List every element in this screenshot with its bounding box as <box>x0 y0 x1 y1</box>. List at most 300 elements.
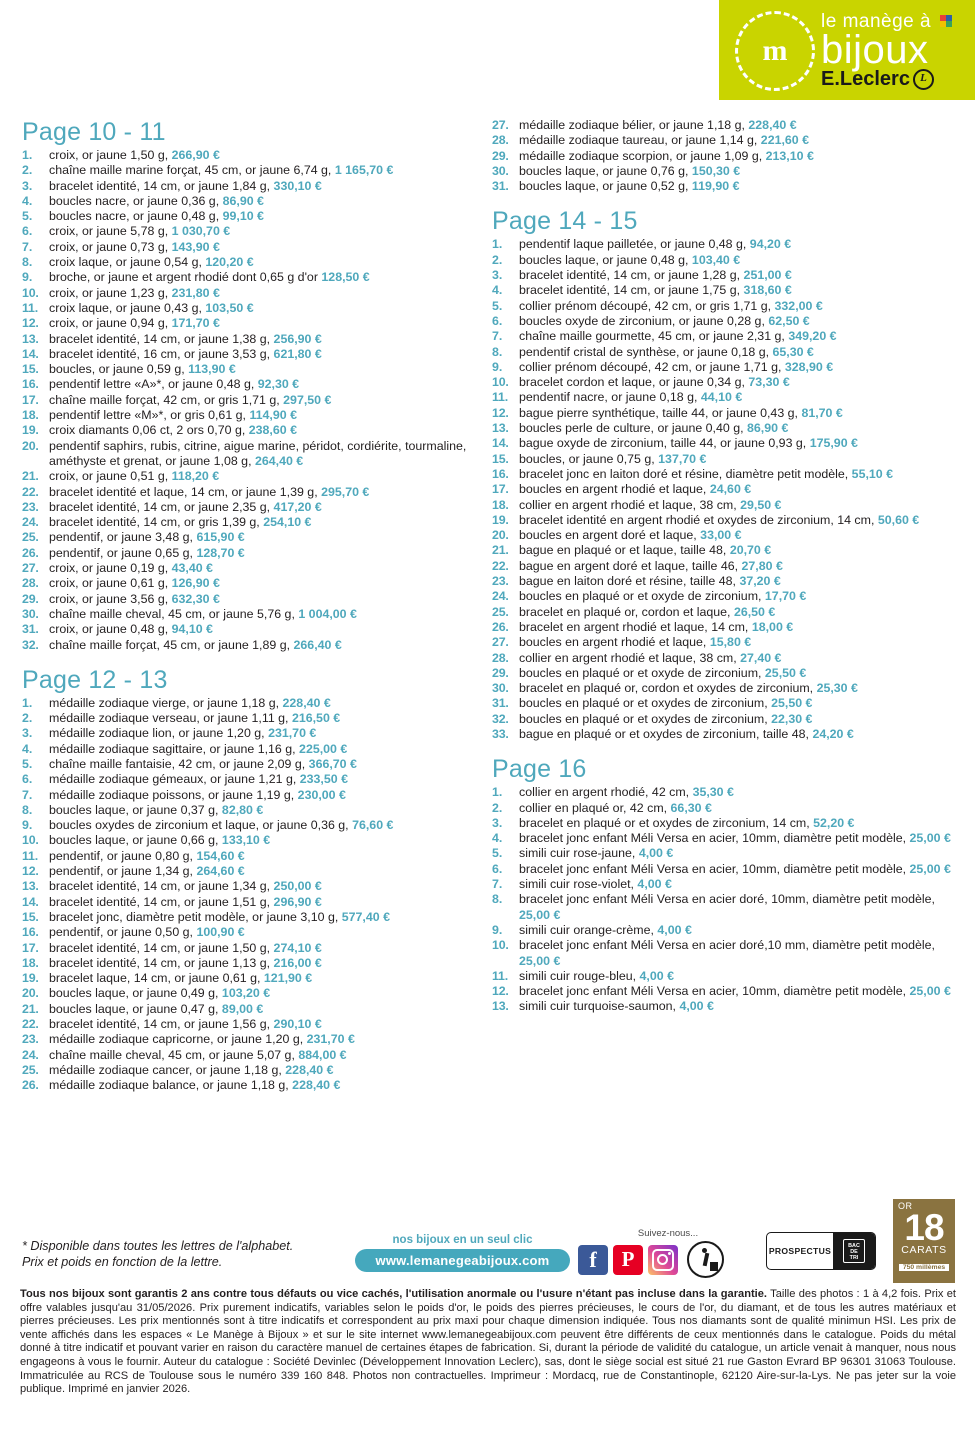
item-number: 10. <box>22 833 39 848</box>
item-number: 6. <box>492 861 503 876</box>
millemes-label: 750 millèmes <box>899 1264 949 1271</box>
list-item <box>492 118 954 133</box>
footnote-line-2: Prix et poids en fonction de la lettre. <box>22 1255 223 1269</box>
item-price: 103,40 € <box>691 252 741 267</box>
section-title-page-10-11: Page 10 - 11 <box>22 118 166 146</box>
item-price: 225,00 € <box>299 741 348 756</box>
item-description: croix, or jaune 0,61 g, <box>49 576 172 591</box>
list-item <box>22 530 478 545</box>
list-item <box>22 910 478 925</box>
item-number: 12. <box>492 984 509 999</box>
item-number: 2. <box>492 252 503 267</box>
list-item <box>22 711 478 726</box>
list-item <box>22 1078 478 1093</box>
letter-footnote <box>22 1238 352 1270</box>
item-description: collier prénom découpé, 42 cm, or gris 1,71 g, <box>519 298 775 313</box>
item-description: croix, or jaune 3,56 g, <box>49 591 172 606</box>
item-price: 66,30 € <box>670 800 712 815</box>
item-price: 228,40 € <box>282 695 331 710</box>
item-description: simili cuir turquoise-saumon, <box>519 999 680 1014</box>
instagram-icon[interactable] <box>648 1245 678 1275</box>
item-description: pendentif lettre «M»*, or gris 0,61 g, <box>49 408 250 423</box>
list-item <box>22 240 478 255</box>
item-price: 1 165,70 € <box>334 163 394 178</box>
list-item <box>492 299 954 314</box>
list-item <box>22 941 478 956</box>
list-item <box>492 452 954 467</box>
list-item <box>22 696 478 711</box>
item-description: pendentif cristal de synthèse, or jaune 0,18 g, <box>519 344 773 359</box>
item-number: 8. <box>492 892 503 907</box>
item-number: 30. <box>22 606 39 621</box>
list-item <box>22 849 478 864</box>
item-number: 33. <box>492 726 509 741</box>
item-number: 18. <box>22 955 39 970</box>
item-description: bague en plaqué or et laque, taille 48, <box>519 543 730 558</box>
list-item <box>22 163 478 178</box>
item-price: 230,00 € <box>297 787 346 802</box>
list-item <box>22 515 478 530</box>
item-number: 20. <box>22 986 39 1001</box>
list-item <box>22 864 478 879</box>
item-price: 296,90 € <box>273 894 322 909</box>
item-price: 100,90 € <box>196 925 245 940</box>
item-number: 11. <box>492 968 508 983</box>
item-description: pendentif, or jaune 3,48 g, <box>49 530 197 545</box>
list-item <box>492 482 954 497</box>
item-number: 3. <box>22 726 33 741</box>
list-item <box>22 393 478 408</box>
item-number: 6. <box>22 772 33 787</box>
list-item <box>492 969 954 984</box>
list-item <box>22 423 478 438</box>
item-description: bague en argent doré et laque, taille 46, <box>519 558 742 573</box>
item-number: 5. <box>22 756 33 771</box>
list-item <box>22 1002 478 1017</box>
item-price: 99,10 € <box>222 209 264 224</box>
item-description: bracelet identité, 16 cm, or jaune 3,53 g, <box>49 346 274 361</box>
item-description: bague en plaqué or et oxydes de zirconium, taille 48, <box>519 726 813 741</box>
item-description: croix, or jaune 0,48 g, <box>49 622 172 637</box>
item-number: 28. <box>492 650 509 665</box>
item-description: boucles perle de culture, or jaune 0,40 g, <box>519 421 747 436</box>
item-description: médaille zodiaque cancer, or jaune 1,18 g, <box>49 1062 286 1077</box>
prospectus-label: PROSPECTUS <box>768 1246 832 1256</box>
item-number: 20. <box>492 528 509 543</box>
item-price: 297,50 € <box>283 392 332 407</box>
list-item <box>22 1048 478 1063</box>
website-url-button[interactable]: www.lemanegeabijoux.com <box>355 1249 570 1272</box>
item-price: 274,10 € <box>273 940 322 955</box>
item-description: croix, or jaune 5,78 g, <box>49 224 172 239</box>
tidyman-icon <box>687 1241 724 1278</box>
list-item <box>492 666 954 681</box>
item-number: 19. <box>22 971 39 986</box>
brand-line-1: le manège à <box>821 12 953 31</box>
legal-bold-intro: Tous nos bijoux sont garantis 2 ans contre tous défauts ou vice cachés, l'utilisation anormale ou l'usure n'étant pas incluse dans la garantie. <box>20 1288 768 1300</box>
item-price: 231,80 € <box>171 285 220 300</box>
item-price: 366,70 € <box>308 756 357 771</box>
item-number: 31. <box>22 622 39 637</box>
item-number: 7. <box>492 877 503 892</box>
list-item <box>22 179 478 194</box>
item-number: 26. <box>22 1078 39 1093</box>
item-number: 15. <box>492 451 509 466</box>
item-description: bracelet jonc enfant Méli Versa en acier, 10mm, diamètre petit modèle, <box>519 861 910 876</box>
item-number: 27. <box>492 118 509 132</box>
item-number: 9. <box>492 922 503 937</box>
item-description: bracelet jonc enfant Méli Versa en acier, 10mm, diamètre petit modèle, <box>519 984 910 999</box>
item-price: 250,00 € <box>273 879 322 894</box>
item-price: 228,40 € <box>292 1078 341 1093</box>
list-item <box>22 895 478 910</box>
list-item <box>492 375 954 390</box>
item-number: 10. <box>492 375 509 390</box>
list-item <box>492 268 954 283</box>
section-title-page-14-15: Page 14 - 15 <box>492 207 638 236</box>
item-description: pendentif saphirs, rubis, citrine, aigue marine, péridot, cordiérite, tourmaline, améthyste et grenat, or jaune 1,08 g, <box>49 438 467 468</box>
item-number: 29. <box>492 665 509 680</box>
list-item <box>22 925 478 940</box>
item-description: boucles, or jaune 0,75 g, <box>519 451 659 466</box>
item-description: bracelet identité, 14 cm, or jaune 1,13 g, <box>49 955 274 970</box>
item-price: 15,80 € <box>709 635 752 650</box>
section-title-page-12-13: Page 12 - 13 <box>22 665 168 694</box>
item-description: bracelet jonc enfant Méli Versa en acier doré, 10mm, diamètre petit modèle, <box>519 892 935 907</box>
item-number: 21. <box>22 1001 39 1016</box>
item-description: croix, or jaune 1,50 g, <box>49 148 172 162</box>
list-item <box>492 345 954 360</box>
item-number: 19. <box>492 512 509 527</box>
item-price: 216,50 € <box>291 711 341 726</box>
item-price: 143,90 € <box>171 239 220 254</box>
item-description: pendentif, or jaune 1,34 g, <box>49 864 197 879</box>
brand-line-2: bijoux <box>821 27 929 72</box>
item-description: bracelet identité, 14 cm, or jaune 1,56 g, <box>49 1017 274 1032</box>
list-item <box>22 209 478 224</box>
item-description: bracelet laque, 14 cm, or jaune 0,61 g, <box>49 971 264 986</box>
list-item <box>492 559 954 574</box>
list-item <box>22 833 478 848</box>
list-item <box>492 360 954 375</box>
item-number: 9. <box>492 359 503 374</box>
item-price: 25,00 € <box>909 984 951 999</box>
item-number: 23. <box>22 499 39 514</box>
item-price: 213,10 € <box>765 148 814 163</box>
item-number: 12. <box>492 405 509 420</box>
item-description: boucles en plaqué or et oxyde de zirconium, <box>519 589 765 604</box>
item-price: 86,90 € <box>222 193 264 208</box>
item-description: bracelet identité, 14 cm, or jaune 1,84 g, <box>49 178 274 193</box>
item-number: 16. <box>492 466 509 481</box>
list-item <box>22 286 478 301</box>
item-price: 52,20 € <box>813 815 855 830</box>
list-item <box>22 316 478 331</box>
item-price: 615,90 € <box>196 530 245 545</box>
list-item <box>492 620 954 635</box>
item-number: 24. <box>492 589 509 604</box>
item-price: 266,90 € <box>171 148 220 162</box>
item-description: croix, or jaune 0,51 g, <box>49 469 172 484</box>
list-item <box>22 622 478 637</box>
list-item <box>492 635 954 650</box>
item-number: 5. <box>492 846 503 861</box>
item-description: médaille zodiaque sagittaire, or jaune 1,16 g, <box>49 741 300 756</box>
item-description: boucles laque, or jaune 0,47 g, <box>49 1001 222 1016</box>
item-number: 19. <box>22 423 39 438</box>
item-description: pendentif nacre, or jaune 0,18 g, <box>519 390 701 405</box>
item-number: 22. <box>22 1017 39 1032</box>
list-item <box>22 576 478 591</box>
website-callout <box>355 1234 570 1272</box>
list-item <box>22 879 478 894</box>
item-price: 332,00 € <box>774 298 823 313</box>
list-item <box>492 938 954 969</box>
item-number: 24. <box>22 1047 39 1062</box>
list-item <box>492 179 954 194</box>
item-price: 118,20 € <box>171 469 220 484</box>
item-description: bracelet identité, 14 cm, or jaune 2,35 g, <box>49 499 274 514</box>
item-price: 25,00 € <box>909 831 951 846</box>
item-list-page-12-13 <box>22 696 478 1094</box>
list-item <box>492 801 954 816</box>
item-description: boucles nacre, or jaune 0,48 g, <box>49 209 223 224</box>
item-description: bracelet identité en argent rhodié et oxydes de zirconium, 14 cm, <box>519 512 878 527</box>
item-description: boucles nacre, or jaune 0,36 g, <box>49 193 223 208</box>
item-description: médaille zodiaque vierge, or jaune 1,18 g, <box>49 695 283 710</box>
item-number: 24. <box>22 515 39 530</box>
list-item <box>22 726 478 741</box>
item-price: 113,90 € <box>188 362 236 377</box>
item-number: 13. <box>492 999 509 1014</box>
list-item <box>22 788 478 803</box>
item-number: 30. <box>492 163 509 178</box>
list-item <box>22 1017 478 1032</box>
item-number: 9. <box>22 270 33 285</box>
list-item <box>492 696 954 711</box>
item-description: chaîne maille gourmette, 45 cm, or jaune 2,31 g, <box>519 329 789 344</box>
item-description: médaille zodiaque poissons, or jaune 1,19 g, <box>49 787 298 802</box>
list-item <box>492 513 954 528</box>
item-description: collier en argent rhodié et laque, 38 cm, <box>519 650 741 665</box>
item-price: 92,30 € <box>257 377 300 392</box>
item-price: 35,30 € <box>692 785 734 800</box>
item-price: 121,90 € <box>263 971 313 986</box>
list-item <box>492 862 954 877</box>
item-list-page-12-13-cont <box>492 118 954 194</box>
list-item <box>22 772 478 787</box>
item-number: 7. <box>22 787 33 802</box>
item-price: 25,00 € <box>519 953 561 968</box>
item-description: simili cuir rose-jaune, <box>519 846 639 861</box>
item-description: bague en laiton doré et résine, taille 48, <box>519 574 740 589</box>
item-number: 10. <box>22 285 39 300</box>
item-description: médaille zodiaque lion, or jaune 1,20 g, <box>49 726 269 741</box>
item-number: 2. <box>492 800 503 815</box>
item-description: collier en argent rhodié, 42 cm, <box>519 785 693 800</box>
list-item <box>22 971 478 986</box>
item-number: 27. <box>22 561 39 576</box>
item-number: 17. <box>22 392 39 407</box>
item-number: 1. <box>22 148 33 162</box>
right-column <box>492 118 954 1015</box>
legal-body: Taille des photos : 1 à 4,2 fois. Prix et offre valables jusqu'au 31/05/2026. Prix purement indicatifs, variables selon le poids d'or, le poids des pierres précieuses, le cours de l'or, du diamant, et de tous les autres matériaux et pierres précieuses. Les prix mentionnés sont à titre indicatifs et correspondent au prix maxi pour chaque dimension indiquée. Tous nos diamants sont de qualité minimun HSI. Les prix de vente affichés dans les espaces « Le Manège à Bijoux » et sur le site internet www.lemanegeabijoux.com peuvent être différents de ceux mentionnés dans le catalogue. Poids du métal donné à titre indicatif et pouvant varier en raison du caractère manuel de certaines étapes de fabrication. Si, durant la période de validité du catalogue, un article venait à manquer, nous nous engageons à vous le fournir. Auteur du catalogue : Société Devinlec (Développement Innovation Leclerc), sas, dont le siège social est situé 21 rue Gaston Evrard BP 96301 31063 Toulouse. Immatriculée au RCS de Toulouse sous le numéro 339 160 848. Photos non contractuelles. Imprimeur : Mordacq, rue de Constantinople, 62120 Aire-sur-la-Lys. Ne pas jeter sur la voie publique. Imprimé en janvier 2026. <box>20 1288 956 1396</box>
list-item <box>492 314 954 329</box>
brand-logo <box>735 6 975 96</box>
item-description: boucles oxydes de zirconium et laque, or jaune 0,36 g, <box>49 818 353 833</box>
item-description: croix, or jaune 0,94 g, <box>49 316 172 331</box>
item-description: bracelet identité, 14 cm, or jaune 1,75 g, <box>519 283 744 298</box>
item-price: 256,90 € <box>273 331 322 346</box>
item-price: 417,20 € <box>273 499 322 514</box>
item-number: 6. <box>492 313 503 328</box>
item-price: 128,50 € <box>321 270 370 285</box>
item-price: 228,40 € <box>748 118 797 132</box>
item-description: chaîne maille fantaisie, 42 cm, or jaune 2,09 g, <box>49 756 309 771</box>
item-number: 5. <box>22 209 33 224</box>
list-item <box>22 485 478 500</box>
item-number: 17. <box>492 482 509 497</box>
carats-label: CARATS <box>901 1244 947 1256</box>
item-number: 3. <box>492 268 503 283</box>
item-price: 137,70 € <box>658 451 707 466</box>
item-price: 231,70 € <box>306 1032 355 1047</box>
item-number: 13. <box>22 879 39 894</box>
item-number: 21. <box>22 469 39 484</box>
follow-us-label: Suivez-nous... <box>637 1228 699 1239</box>
item-price: 81,70 € <box>801 405 843 420</box>
color-squares-icon <box>940 15 953 28</box>
item-description: chaîne maille forçat, 42 cm, or gris 1,71 g, <box>49 392 284 407</box>
item-price: 328,90 € <box>784 359 834 374</box>
item-price: 114,90 € <box>249 408 297 423</box>
item-description: croix, or jaune 1,23 g, <box>49 285 172 300</box>
item-number: 25. <box>22 1062 39 1077</box>
list-item <box>492 528 954 543</box>
list-item <box>492 999 954 1014</box>
item-number: 11. <box>22 848 38 863</box>
item-description: boucles laque, or jaune 0,66 g, <box>49 833 222 848</box>
or-label: OR <box>898 1201 913 1211</box>
item-price: 126,90 € <box>171 576 220 591</box>
item-price: 82,80 € <box>221 802 264 817</box>
list-item <box>22 362 478 377</box>
section-title-page-16: Page 16 <box>492 755 587 784</box>
list-item <box>22 377 478 392</box>
item-number: 7. <box>22 239 33 254</box>
list-item <box>22 592 478 607</box>
item-description: croix laque, or jaune 0,54 g, <box>49 255 206 270</box>
item-price: 55,10 € <box>851 466 894 481</box>
item-number: 20. <box>22 438 39 453</box>
item-number: 18. <box>22 408 39 423</box>
item-price: 318,60 € <box>743 283 792 298</box>
item-price: 251,00 € <box>743 268 792 283</box>
item-price: 20,70 € <box>729 543 772 558</box>
item-price: 264,60 € <box>196 864 245 879</box>
page-header <box>0 0 975 100</box>
item-price: 228,40 € <box>285 1062 334 1077</box>
item-price: 22,30 € <box>771 711 813 726</box>
list-item <box>22 757 478 772</box>
item-number: 29. <box>492 148 509 163</box>
list-item <box>22 638 478 653</box>
item-description: médaille zodiaque bélier, or jaune 1,18 g, <box>519 118 749 132</box>
item-price: 25,50 € <box>764 665 807 680</box>
item-number: 2. <box>22 163 33 178</box>
list-item <box>492 605 954 620</box>
item-price: 44,10 € <box>700 390 743 405</box>
item-price: 25,50 € <box>771 696 813 711</box>
item-price: 621,80 € <box>273 346 322 361</box>
item-price: 65,30 € <box>772 344 814 359</box>
list-item <box>22 561 478 576</box>
item-number: 30. <box>492 681 509 696</box>
footnote-line-1: * Disponible dans toutes les lettres de l'alphabet. <box>22 1239 294 1253</box>
item-number: 7. <box>492 329 503 344</box>
list-item <box>492 816 954 831</box>
item-price: 120,20 € <box>205 255 254 270</box>
item-description: boucles en plaqué or et oxyde de zirconium, <box>519 665 765 680</box>
item-price: 73,30 € <box>748 375 790 390</box>
left-column <box>22 118 478 1094</box>
item-price: 50,60 € <box>877 512 920 527</box>
item-description: bague pierre synthétique, taille 44, or jaune 0,43 g, <box>519 405 802 420</box>
item-number: 15. <box>22 362 39 377</box>
list-item <box>22 301 478 316</box>
item-description: croix laque, or jaune 0,43 g, <box>49 300 206 315</box>
item-number: 15. <box>22 909 39 924</box>
brand-wordmark <box>821 12 953 91</box>
item-description: chaîne maille forçat, 45 cm, or jaune 1,89 g, <box>49 637 294 652</box>
item-number: 31. <box>492 696 509 711</box>
list-item <box>22 1063 478 1078</box>
pinterest-icon[interactable]: P <box>613 1245 643 1275</box>
item-number: 16. <box>22 377 39 392</box>
list-item <box>492 727 954 742</box>
item-price: 290,10 € <box>273 1017 322 1032</box>
item-description: pendentif laque pailletée, or jaune 0,48 g, <box>519 237 750 252</box>
item-number: 27. <box>492 635 509 650</box>
list-item <box>22 607 478 622</box>
item-description: croix diamants 0,06 ct, 2 ors 0,70 g, <box>49 423 249 438</box>
item-price: 231,70 € <box>268 726 317 741</box>
list-item <box>22 332 478 347</box>
item-price: 25,00 € <box>909 861 951 876</box>
list-item <box>22 469 478 484</box>
item-price: 26,50 € <box>733 604 776 619</box>
item-number: 10. <box>492 938 509 953</box>
item-number: 22. <box>492 558 509 573</box>
list-item <box>492 984 954 999</box>
item-price: 150,30 € <box>691 163 741 178</box>
bin-line-1: BAC <box>848 1243 860 1249</box>
item-number: 32. <box>492 711 509 726</box>
item-list-page-10-11 <box>22 148 478 653</box>
facebook-icon[interactable]: f <box>578 1245 608 1275</box>
item-description: bracelet jonc enfant Méli Versa en acier doré,10 mm, diamètre petit modèle, <box>519 938 935 953</box>
item-description: croix, or jaune 0,19 g, <box>49 561 172 576</box>
list-item <box>22 255 478 270</box>
item-price: 154,60 € <box>196 848 245 863</box>
list-item <box>492 681 954 696</box>
item-number: 23. <box>22 1032 39 1047</box>
item-description: simili cuir rouge-bleu, <box>519 968 640 983</box>
item-number: 14. <box>492 436 509 451</box>
item-number: 13. <box>22 331 39 346</box>
item-number: 32. <box>22 637 39 652</box>
item-number: 4. <box>492 831 503 846</box>
